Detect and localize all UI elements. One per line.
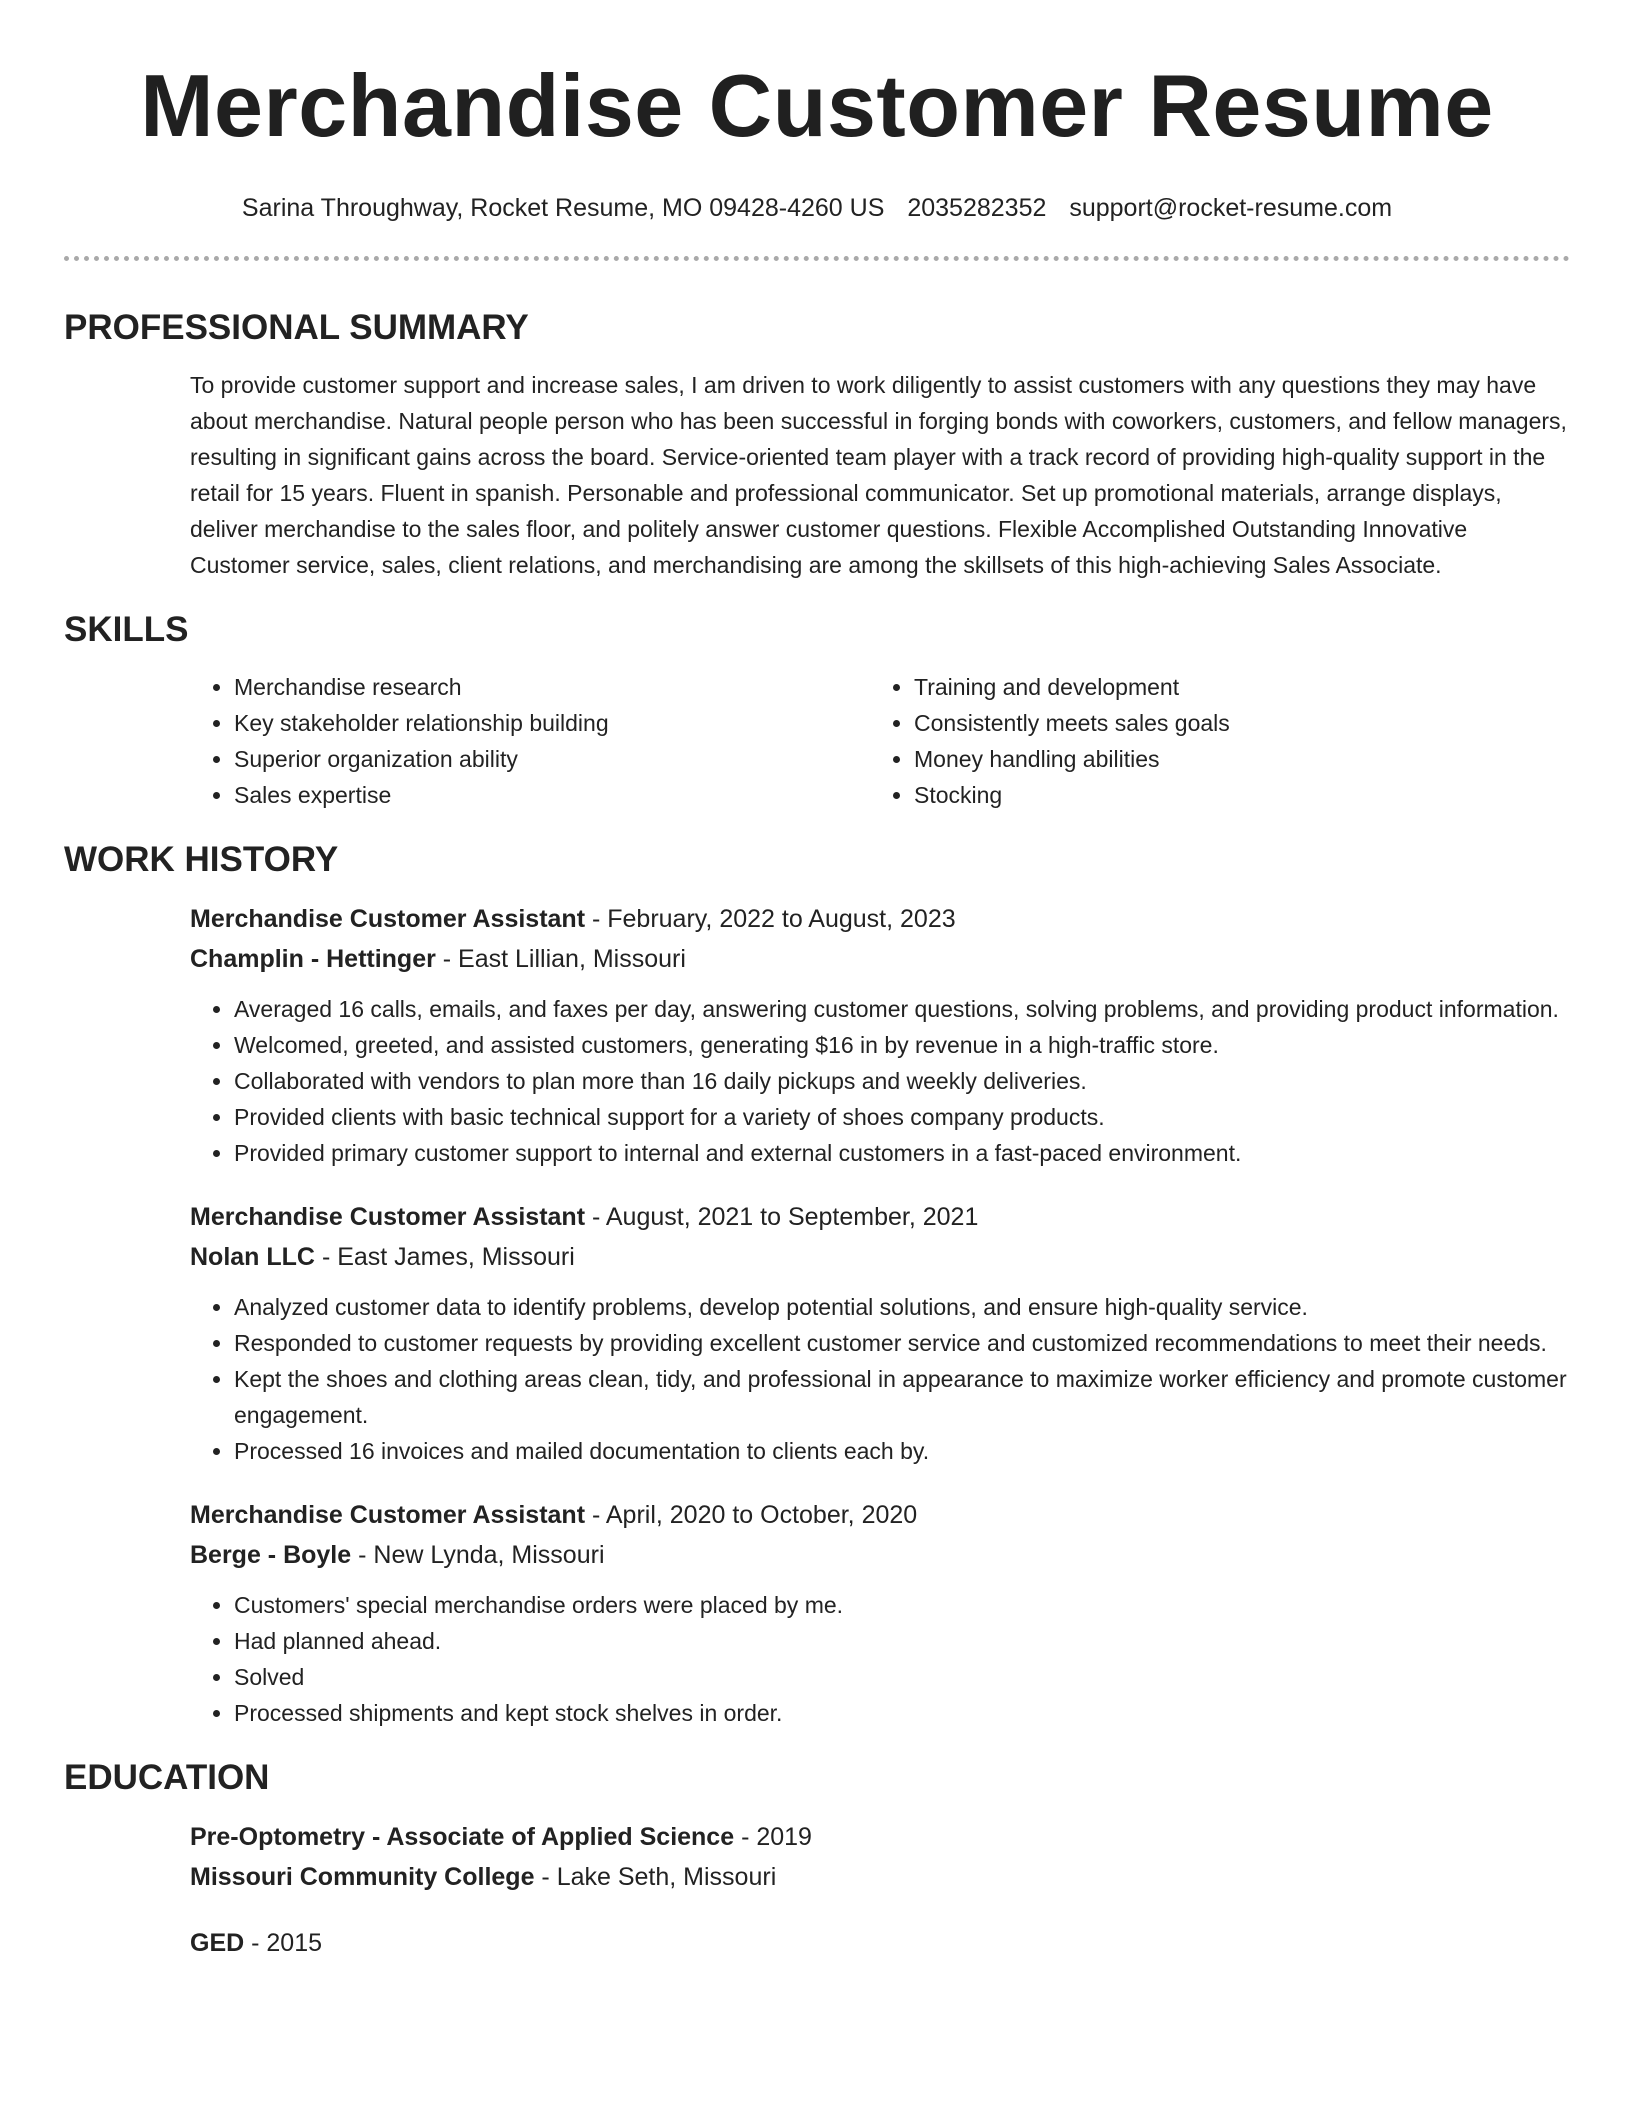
job-bullet: • Had planned ahead.	[234, 1623, 1570, 1659]
job-title: Merchandise Customer Assistant	[190, 905, 586, 933]
job-bullet: • Processed shipments and kept stock shelves in order.	[234, 1695, 1570, 1731]
summary-heading: PROFESSIONAL SUMMARY	[64, 308, 529, 347]
skills-list-left	[190, 669, 870, 813]
job-location: - New Lynda, Missouri	[351, 1541, 605, 1569]
contact-address: Sarina Throughway, Rocket Resume, MO 09428-4260 US	[241, 194, 885, 222]
job-title: Merchandise Customer Assistant	[190, 1203, 586, 1231]
job-title-line	[190, 1197, 1570, 1237]
skill-item: • Training and development	[914, 669, 1550, 705]
job-location: - East James, Missouri	[315, 1243, 575, 1271]
education-location: - Lake Seth, Missouri	[534, 1863, 777, 1891]
education-year: - 2019	[734, 1823, 812, 1851]
work-section	[64, 839, 1570, 1731]
job-entry	[190, 1197, 1570, 1469]
job-dates: - April, 2020 to October, 2020	[585, 1501, 918, 1529]
job-title: Merchandise Customer Assistant	[190, 1501, 586, 1529]
resume-page	[64, 0, 1570, 1989]
job-bullet: • Responded to customer requests by providing excellent customer service and customized recommendations to meet their needs.	[234, 1325, 1570, 1361]
job-bullet: • Analyzed customer data to identify problems, develop potential solutions, and ensure high-quality service.	[234, 1289, 1570, 1325]
job-entry	[190, 899, 1570, 1171]
job-location: - East Lillian, Missouri	[435, 945, 686, 973]
job-bullet: • Solved	[234, 1659, 1570, 1695]
skills-list-right	[870, 669, 1550, 813]
education-entry	[190, 1817, 1570, 1897]
job-company-line	[190, 1535, 1570, 1575]
skill-item: • Sales expertise	[234, 777, 870, 813]
resume-title: Merchandise Customer Resume	[140, 56, 1494, 155]
job-company-line	[190, 939, 1570, 979]
education-degree-line	[190, 1817, 1570, 1857]
job-bullets	[190, 1289, 1570, 1469]
education-school: Missouri Community College	[190, 1863, 535, 1891]
skills-grid	[190, 669, 1570, 813]
education-heading: EDUCATION	[64, 1758, 270, 1797]
job-bullet: • Kept the shoes and clothing areas clean, tidy, and professional in appearance to maximize worker efficiency and promote customer engagement.	[234, 1361, 1570, 1433]
job-bullet: • Averaged 16 calls, emails, and faxes per day, answering customer questions, solving problems, and providing product information.	[234, 991, 1570, 1027]
header-divider	[64, 256, 1570, 261]
skill-item: • Merchandise research	[234, 669, 870, 705]
job-dates: - February, 2022 to August, 2023	[585, 905, 956, 933]
job-title-line	[190, 1495, 1570, 1535]
work-heading: WORK HISTORY	[64, 840, 339, 879]
skill-item: • Key stakeholder relationship building	[234, 705, 870, 741]
job-company-line	[190, 1237, 1570, 1277]
education-section	[64, 1757, 1570, 1963]
job-title-line	[190, 899, 1570, 939]
skill-item: • Stocking	[914, 777, 1550, 813]
job-bullets	[190, 991, 1570, 1171]
contact-email: support@rocket-resume.com	[1069, 194, 1393, 222]
contact-line	[64, 193, 1570, 223]
skills-section	[64, 609, 1570, 813]
job-bullet: • Provided primary customer support to internal and external customers in a fast-paced environment.	[234, 1135, 1570, 1171]
skills-heading: SKILLS	[64, 610, 189, 649]
education-degree-line	[190, 1923, 1570, 1963]
skill-item: • Consistently meets sales goals	[914, 705, 1550, 741]
job-company: Berge - Boyle	[190, 1541, 352, 1569]
job-bullet: • Collaborated with vendors to plan more than 16 daily pickups and weekly deliveries.	[234, 1063, 1570, 1099]
job-entry	[190, 1495, 1570, 1731]
contact-phone: 2035282352	[907, 194, 1047, 222]
summary-section	[64, 307, 1570, 583]
skill-item: • Money handling abilities	[914, 741, 1550, 777]
job-bullet: • Welcomed, greeted, and assisted customers, generating $16 in by revenue in a high-traffic store.	[234, 1027, 1570, 1063]
education-degree: Pre-Optometry - Associate of Applied Science	[190, 1823, 735, 1851]
job-bullet: • Processed 16 invoices and mailed documentation to clients each by.	[234, 1433, 1570, 1469]
job-dates: - August, 2021 to September, 2021	[585, 1203, 979, 1231]
job-bullet: • Provided clients with basic technical support for a variety of shoes company products.	[234, 1099, 1570, 1135]
job-company: Champlin - Hettinger	[190, 945, 436, 973]
education-year: - 2015	[244, 1929, 323, 1957]
education-degree: GED	[190, 1929, 245, 1957]
job-bullet: • Customers' special merchandise orders were placed by me.	[234, 1587, 1570, 1623]
skill-item: • Superior organization ability	[234, 741, 870, 777]
job-company: Nolan LLC	[190, 1243, 315, 1271]
education-entry	[190, 1923, 1570, 1963]
job-bullets	[190, 1587, 1570, 1731]
education-school-line	[190, 1857, 1570, 1897]
summary-text: To provide customer support and increase sales, I am driven to work diligently to assist customers with any questions they may have about merchandise. Natural people person who has been successful in forging bonds with coworkers, customers, and fellow managers, resulting in significant gains across the board. Service-oriented team player with a track record of providing high-quality support in the retail for 15 years. Fluent in spanish. Personable and professional communicator. Set up promotional materials, arrange displays, deliver merchandise to the sales floor, and politely answer customer questions. Flexible Accomplished Outstanding Innovative Customer service, sales, client relations, and merchandising are among the skillsets of this high-achieving Sales Associate.	[190, 372, 1567, 578]
